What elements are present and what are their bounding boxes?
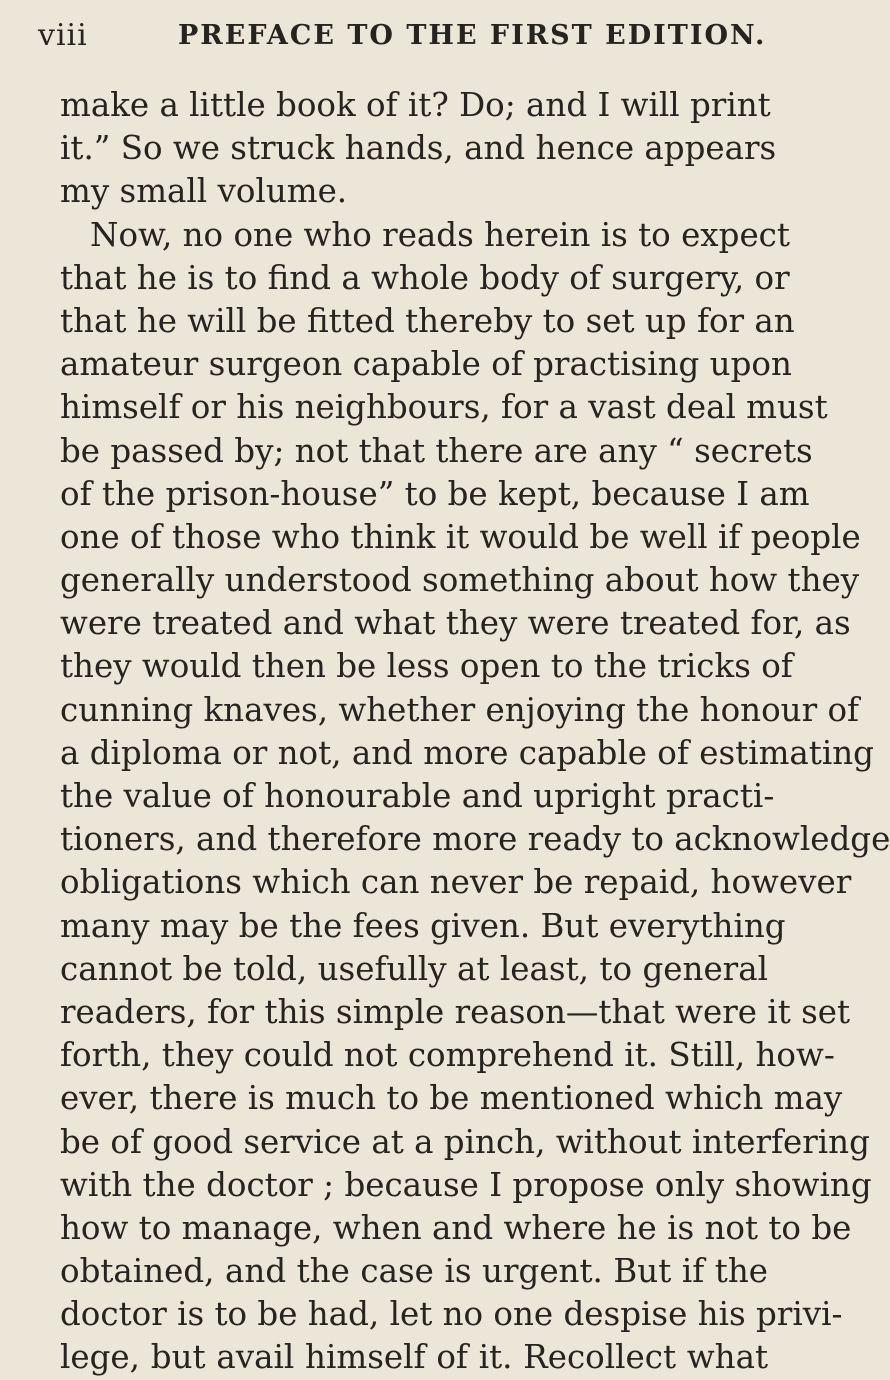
page-number: viii (38, 18, 88, 53)
running-head-title: PREFACE TO THE FIRST EDITION. (178, 20, 767, 51)
text-line: cunning knaves, whether enjoying the honour of (60, 690, 860, 729)
text-line: one of those who think it would be well if people (60, 517, 861, 556)
text-line: they would then be less open to the tricks of (60, 647, 793, 686)
text-line: be of good service at a pinch, without interfering (60, 1122, 870, 1161)
text-line: obligations which can never be repaid, however (60, 863, 852, 902)
text-line: generally understood something about how they (60, 561, 860, 600)
text-line: himself or his neighbours, for a vast deal must (60, 388, 828, 427)
text-line: be passed by; not that there are any “ secrets (60, 431, 813, 470)
text-line: doctor is to be had, let no one despise his privi- (60, 1295, 843, 1334)
text-line: it.” So we struck hands, and hence appears (60, 129, 777, 168)
text-line: a diploma or not, and more capable of estimating (60, 733, 874, 772)
text-line: were treated and what they were treated for, as (60, 604, 851, 643)
body-text (60, 84, 890, 1380)
text-line: ever, there is much to be mentioned which may (60, 1079, 843, 1118)
text-line: forth, they could not comprehend it. Still, how- (60, 1036, 835, 1075)
text-line: amateur surgeon capable of practising upon (60, 345, 792, 384)
text-line: my small volume. (60, 172, 348, 211)
text-line: make a little book of it? Do; and I will print (60, 86, 771, 124)
text-line: with the doctor ; because I propose only showing (60, 1165, 872, 1204)
text-line: that he will be fitted thereby to set up for an (60, 301, 795, 340)
text-line: tioners, and therefore more ready to acknowledge (60, 820, 890, 859)
text-line: cannot be told, usefully at least, to general (60, 949, 768, 988)
text-line: that he is to find a whole body of surgery, or (60, 258, 790, 297)
text-line: lege, but avail himself of it. Recollect what (60, 1338, 768, 1377)
text-line: readers, for this simple reason—that were it set (60, 992, 851, 1031)
text-line: the value of honourable and upright practi- (60, 777, 775, 815)
running-head (38, 18, 767, 54)
text-line: many may be the fees given. But everything (60, 906, 786, 945)
text-line: of the prison-house” to be kept, because I am (60, 474, 810, 513)
text-line: Now, no one who reads herein is to expect (90, 215, 790, 254)
text-line: how to manage, when and where he is not to be (60, 1208, 852, 1247)
text-line: obtained, and the case is urgent. But if the (60, 1252, 768, 1291)
